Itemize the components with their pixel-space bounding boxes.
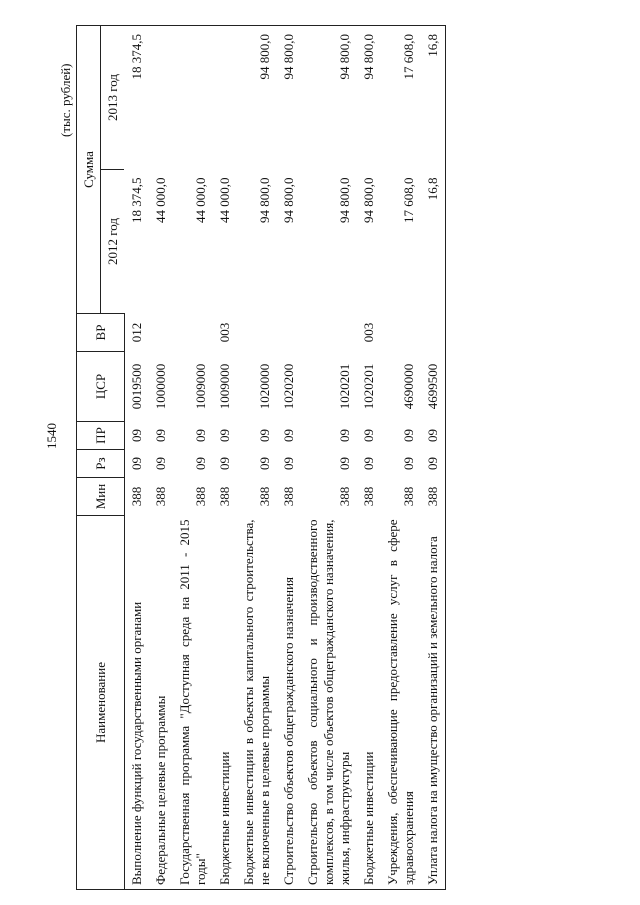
row-vr: 012 — [128, 322, 144, 343]
row-min: 388 — [128, 486, 144, 507]
table-row — [213, 26, 237, 890]
unit-note: (тыс. рублей) — [58, 63, 73, 137]
row-2012: 44 000,0 — [192, 177, 208, 223]
row-min: 388 — [421, 478, 446, 516]
row-rz: 09 — [152, 457, 168, 470]
row-csr: 1020201 — [336, 363, 352, 410]
table-row — [357, 26, 381, 890]
row-2012: 94 800,0 — [256, 177, 272, 223]
header-name: Наименование — [77, 516, 125, 890]
row-name: Государственная программа "Доступная среда на 2011 - 2015 годы" — [173, 516, 213, 890]
header-2013: 2013 год — [101, 26, 125, 170]
row-pr: 09 — [128, 429, 144, 442]
row-name: Строительство объектов общегражданского назначения — [277, 516, 301, 890]
row-min: 388 — [256, 486, 272, 507]
table-row — [381, 26, 421, 890]
row-min: 388 — [216, 486, 232, 507]
header-vr: ВР — [77, 314, 125, 352]
row-vr — [237, 314, 277, 352]
row-csr: 1020201 — [360, 363, 376, 410]
header-csr: ЦСР — [77, 352, 125, 422]
row-2013 — [149, 26, 173, 170]
row-vr — [421, 314, 446, 352]
row-rz: 09 — [400, 457, 416, 470]
table-row — [149, 26, 173, 890]
header-rz: Рз — [77, 450, 125, 478]
row-csr: 1009000 — [192, 363, 208, 410]
row-min: 388 — [152, 486, 168, 507]
row-name: Федеральные целевые программы — [149, 516, 173, 890]
table-row — [421, 26, 446, 890]
row-rz: 09 — [280, 457, 296, 470]
row-pr: 09 — [256, 429, 272, 442]
row-pr: 09 — [216, 429, 232, 442]
row-csr: 4690000 — [400, 363, 416, 410]
row-2012: 94 800,0 — [360, 177, 376, 223]
row-pr: 09 — [360, 429, 376, 442]
header-pr: ПР — [77, 422, 125, 450]
row-pr: 09 — [192, 429, 208, 442]
row-vr — [149, 314, 173, 352]
row-pr: 09 — [336, 429, 352, 442]
row-2013: 18 374,5 — [124, 26, 149, 170]
row-name: Учреждения, обеспечивающие предоставление услуг в сфере здравоохранения — [381, 516, 421, 890]
row-rz: 09 — [128, 457, 144, 470]
row-vr — [381, 314, 421, 352]
row-rz: 09 — [192, 457, 208, 470]
table-body — [124, 26, 445, 890]
row-2013: 94 800,0 — [237, 26, 277, 170]
table-row — [277, 26, 301, 890]
table-header — [77, 26, 125, 890]
row-vr: 003 — [216, 322, 232, 343]
row-name: Бюджетные инвестиции в объекты капитального строительства, не включенные в целевые программы — [237, 516, 277, 890]
table-row — [301, 26, 357, 890]
row-csr: 1009000 — [216, 363, 232, 410]
row-pr: 09 — [400, 429, 416, 442]
row-2013: 17 608,0 — [381, 26, 421, 170]
row-csr: 1000000 — [152, 363, 168, 410]
row-2012: 18 374,5 — [128, 177, 144, 223]
row-min: 388 — [400, 486, 416, 507]
row-rz: 09 — [256, 457, 272, 470]
header-2012: 2012 год — [101, 170, 125, 314]
row-2013: 94 800,0 — [301, 26, 357, 170]
row-2013: 16,8 — [421, 26, 446, 170]
row-2012: 94 800,0 — [280, 177, 296, 223]
row-vr — [301, 314, 357, 352]
row-pr: 09 — [152, 429, 168, 442]
row-rz: 09 — [360, 457, 376, 470]
header-sum: Сумма — [77, 26, 101, 314]
row-2013 — [173, 26, 213, 170]
row-min: 388 — [336, 486, 352, 507]
row-pr: 09 — [421, 422, 446, 450]
row-csr: 4699500 — [421, 352, 446, 422]
row-2012: 44 000,0 — [216, 177, 232, 223]
table-row — [124, 26, 149, 890]
row-csr: 0019500 — [128, 363, 144, 410]
row-2013: 94 800,0 — [357, 26, 381, 170]
row-2013 — [213, 26, 237, 170]
row-rz: 09 — [216, 457, 232, 470]
row-vr: 003 — [360, 322, 376, 343]
row-name: Строительство объектов социального и производственного комплексов, в том числе объектов общегражданского назначения, жилья, инфраструктуры — [301, 516, 357, 890]
row-name: Бюджетные инвестиции — [213, 516, 237, 890]
row-rz: 09 — [421, 450, 446, 478]
header-min: Мин — [77, 478, 125, 516]
budget-table — [76, 25, 446, 890]
row-vr — [277, 314, 301, 352]
row-pr: 09 — [280, 429, 296, 442]
page-number: 1540 — [44, 423, 59, 449]
table-row — [173, 26, 213, 890]
row-2012: 94 800,0 — [336, 177, 352, 223]
row-2013: 94 800,0 — [277, 26, 301, 170]
row-min: 388 — [280, 486, 296, 507]
table-row — [237, 26, 277, 890]
row-2012: 16,8 — [421, 170, 446, 314]
row-csr: 1020000 — [256, 363, 272, 410]
row-csr: 1020200 — [280, 363, 296, 410]
row-2012: 44 000,0 — [152, 177, 168, 223]
row-name: Выполнение функций государственными органами — [124, 516, 149, 890]
row-min: 388 — [360, 486, 376, 507]
row-name: Уплата налога на имущество организаций и земельного налога — [421, 516, 446, 890]
row-name: Бюджетные инвестиции — [357, 516, 381, 890]
row-2012: 17 608,0 — [400, 177, 416, 223]
row-rz: 09 — [336, 457, 352, 470]
row-vr — [173, 314, 213, 352]
row-min: 388 — [192, 486, 208, 507]
